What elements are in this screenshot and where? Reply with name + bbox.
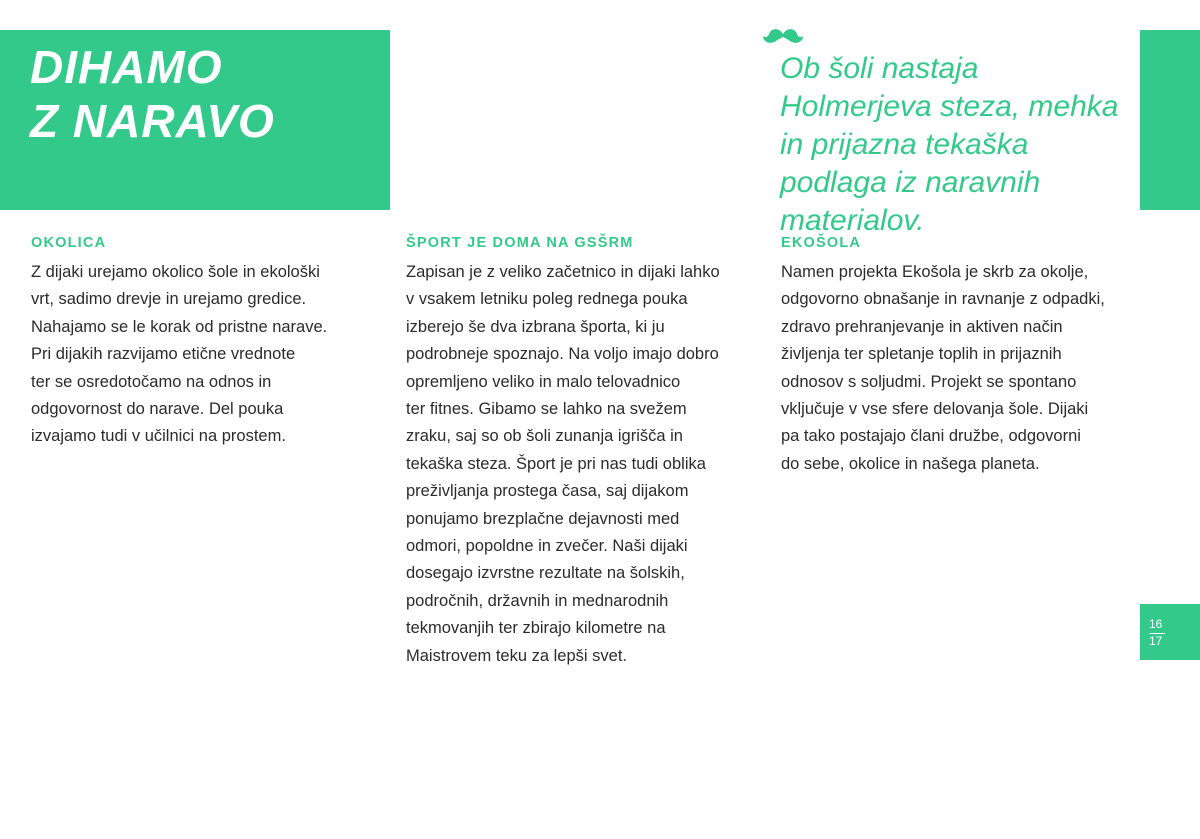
section-heading: OKOLICA — [31, 235, 107, 251]
page-number-box — [1140, 604, 1200, 660]
body-line: ter fitnes. Gibamo se lahko na svežem — [406, 400, 687, 419]
page-number-left: 16 — [1149, 617, 1163, 631]
title-block — [0, 30, 390, 210]
page-title — [30, 40, 275, 148]
section-heading: EKOŠOLA — [781, 235, 862, 251]
body-line: izvajamo tudi v učilnici na prostem. — [31, 427, 286, 446]
mustache-icon — [762, 28, 804, 46]
section-heading: ŠPORT JE DOMA NA GSŠRM — [406, 235, 634, 251]
page-number-right: 17 — [1149, 634, 1163, 648]
body-line: odgovorno obnašanje in ravnanje z odpadki, — [781, 290, 1105, 309]
body-line: odnosov s soljudmi. Projekt se spontano — [781, 372, 1077, 391]
body-line: ter se osredotočamo na odnos in — [31, 372, 272, 391]
body-line: podrobneje spoznajo. Na voljo imajo dobro — [406, 345, 719, 364]
body-line: Pri dijakih razvijamo etične vrednote — [31, 345, 296, 364]
accent-bar — [1140, 30, 1200, 210]
column-okolica — [31, 233, 371, 451]
body-line: Zapisan je z veliko začetnico in dijaki lahko — [406, 263, 720, 281]
body-line: tekmovanjih ter zbirajo kilometre na — [406, 619, 666, 638]
section-body — [781, 259, 1121, 478]
body-line: do sebe, okolice in našega planeta. — [781, 454, 1040, 473]
body-line: dosegajo izvrstne rezultate na šolskih, — [406, 564, 685, 583]
section-body — [406, 259, 746, 670]
body-line: opremljeno veliko in malo telovadnico — [406, 372, 681, 391]
column-sport — [406, 233, 746, 670]
body-line: področnih, državnih in mednarodnih — [406, 591, 669, 610]
title-line-1: DIHAMO — [30, 41, 223, 93]
body-line: odgovornost do narave. Del pouka — [31, 400, 284, 419]
body-line: tekaška steza. Šport je pri nas tudi oblika — [406, 454, 706, 473]
section-body — [31, 259, 371, 451]
body-line: Maistrovem teku za lepši svet. — [406, 646, 627, 665]
body-line: Nahajamo se le korak od pristne narave. — [31, 317, 328, 336]
body-line: življenja ter spletanje toplih in prijaznih — [781, 345, 1062, 364]
body-line: Namen projekta Ekošola je skrb za okolje, — [781, 263, 1089, 281]
body-line: ponujamo brezplačne dejavnosti med — [406, 509, 680, 528]
body-line: odmori, popoldne in zvečer. Naši dijaki — [406, 537, 688, 556]
pull-quote: Ob šoli nastaja Holmerjeva steza, mehka in prijazna tekaška podlaga iz naravnih materialov. — [780, 52, 1119, 237]
body-line: pa tako postajajo člani družbe, odgovorni — [781, 427, 1081, 446]
title-line-2: Z NARAVO — [30, 95, 275, 147]
body-line: zraku, saj so ob šoli zunanja igrišča in — [406, 427, 683, 446]
body-line: Z dijaki urejamo okolico šole in ekološki — [31, 263, 320, 281]
column-ekosola — [781, 233, 1121, 478]
body-line: vključuje v vse sfere delovanja šole. Dijaki — [781, 400, 1089, 419]
body-line: izberejo še dva izbrana športa, ki ju — [406, 317, 665, 336]
body-line: v vsakem letniku poleg rednega pouka — [406, 290, 688, 309]
body-line: vrt, sadimo drevje in urejamo gredice. — [31, 290, 307, 309]
body-line: preživljanja prostega časa, saj dijakom — [406, 482, 689, 501]
body-line: zdravo prehranjevanje in aktiven način — [781, 317, 1063, 336]
